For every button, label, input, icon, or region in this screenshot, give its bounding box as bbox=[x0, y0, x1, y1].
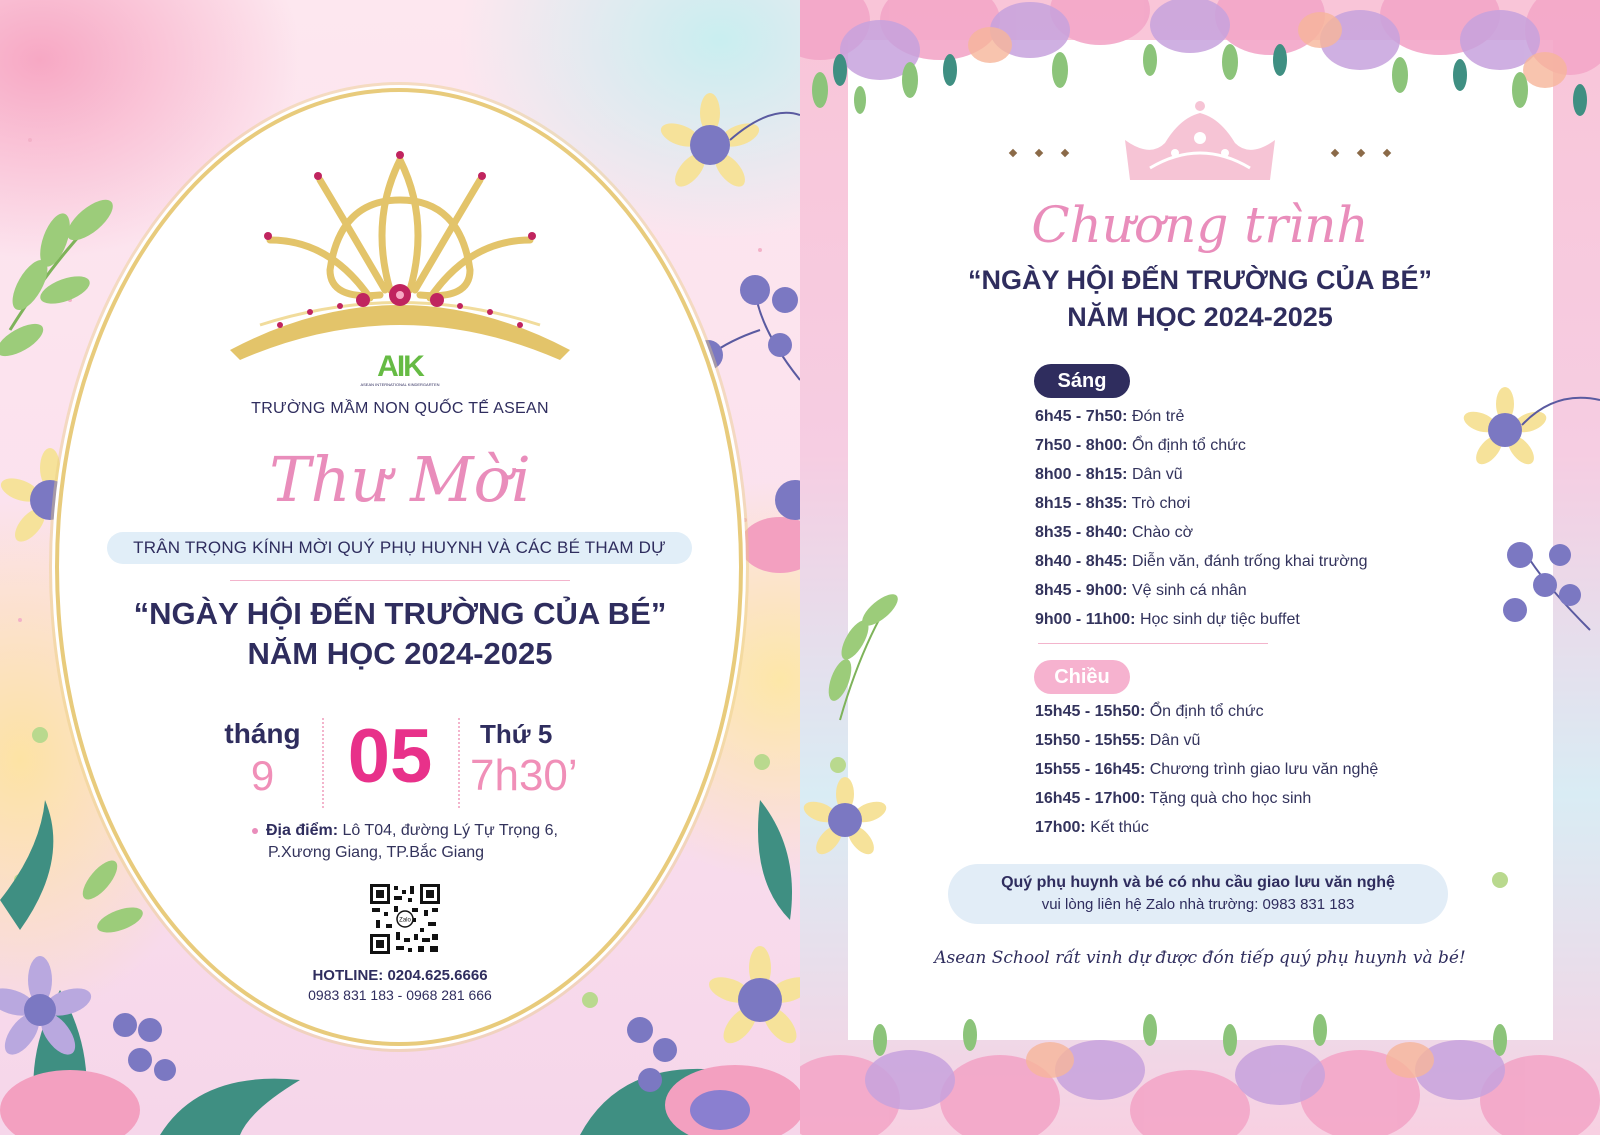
schedule-time: 8h35 - 8h40: bbox=[1035, 524, 1128, 541]
divider bbox=[1038, 643, 1268, 644]
weekday: Thứ 5 bbox=[480, 719, 553, 749]
schedule-row bbox=[1035, 790, 1311, 808]
schedule-activity: Đón trẻ bbox=[1131, 408, 1185, 425]
schedule-time: 16h45 - 17h00: bbox=[1035, 790, 1146, 807]
crown-icon bbox=[1000, 98, 1400, 188]
invitation-title: Thư Mời bbox=[269, 443, 531, 516]
schedule-activity: Kết thúc bbox=[1090, 819, 1149, 836]
month-block bbox=[215, 718, 310, 802]
schedule-row bbox=[1035, 732, 1200, 750]
schedule-time: 8h45 - 9h00: bbox=[1035, 582, 1128, 599]
school-logo bbox=[340, 352, 460, 388]
day-value: 05 bbox=[347, 714, 433, 799]
schedule-time: 15h50 - 15h55: bbox=[1035, 732, 1146, 749]
program-event-title: “NGÀY HỘI ĐẾN TRƯỜNG CỦA BÉ” bbox=[968, 265, 1432, 295]
location-line1: Lô T04, đường Lý Tự Trọng 6, bbox=[342, 822, 558, 839]
schedule-time: 15h45 - 15h50: bbox=[1035, 703, 1146, 720]
phone-numbers[interactable]: 0983 831 183 - 0968 281 666 bbox=[308, 987, 492, 1003]
location-bullet bbox=[252, 828, 258, 834]
school-year: NĂM HỌC 2024-2025 bbox=[247, 636, 553, 671]
contact-line2: vui lòng liên hệ Zalo nhà trường: 0983 831 183 bbox=[1041, 896, 1355, 913]
schedule-time: 8h15 - 8h35: bbox=[1035, 495, 1128, 512]
logo-subtext: ASEAN INTERNATIONAL KINDERGARTEN bbox=[360, 382, 440, 387]
schedule-time: 15h55 - 16h45: bbox=[1035, 761, 1146, 778]
schedule-activity: Chào cờ bbox=[1131, 524, 1194, 541]
schedule-row bbox=[1035, 761, 1378, 779]
hotline[interactable]: HOTLINE: 0204.625.6666 bbox=[312, 967, 488, 984]
location-line2: P.Xương Giang, TP.Bắc Giang bbox=[268, 844, 485, 861]
schedule-row bbox=[1035, 408, 1184, 426]
schedule-activity: Chương trình giao lưu văn nghệ bbox=[1149, 761, 1379, 778]
schedule-activity: Ổn định tổ chức bbox=[1131, 437, 1246, 454]
schedule-time: 7h50 - 8h00: bbox=[1035, 437, 1128, 454]
program-title: Chương trình bbox=[1031, 196, 1369, 254]
schedule-row bbox=[1035, 582, 1247, 600]
schedule-activity: Tặng quà cho học sinh bbox=[1149, 790, 1312, 807]
location-label: Địa điểm: bbox=[266, 822, 339, 839]
schedule-activity: Dân vũ bbox=[1131, 466, 1183, 483]
month-label: tháng bbox=[224, 718, 301, 749]
schedule-row bbox=[1035, 524, 1193, 542]
invite-line: TRÂN TRỌNG KÍNH MỜI QUÝ PHỤ HUYNH VÀ CÁC BÉ THAM DỰ bbox=[133, 538, 666, 557]
schedule-time: 17h00: bbox=[1035, 819, 1086, 836]
program-school-year: NĂM HỌC 2024-2025 bbox=[1067, 302, 1333, 332]
schedule-activity: Diễn văn, đánh trống khai trường bbox=[1131, 553, 1368, 570]
schedule-time: 6h45 - 7h50: bbox=[1035, 408, 1128, 425]
divider bbox=[230, 580, 570, 581]
school-name: TRƯỜNG MẦM NON QUỐC TẾ ASEAN bbox=[251, 400, 549, 417]
schedule-activity: Ổn định tổ chức bbox=[1149, 703, 1264, 720]
schedule-activity: Học sinh dự tiệc buffet bbox=[1139, 611, 1300, 628]
weekday-block bbox=[470, 718, 620, 802]
schedule-row bbox=[1035, 611, 1300, 629]
date-separator bbox=[458, 718, 460, 808]
invite-line-banner bbox=[107, 532, 692, 564]
schedule-row bbox=[1035, 553, 1368, 571]
schedule-row bbox=[1035, 819, 1149, 837]
schedule-time: 8h00 - 8h15: bbox=[1035, 466, 1128, 483]
qr-code[interactable] bbox=[368, 882, 442, 956]
date-separator bbox=[322, 718, 324, 808]
schedule-time: 9h00 - 11h00: bbox=[1035, 611, 1136, 628]
closing-line: Asean School rất vinh dự được đón tiếp quý phụ huynh và bé! bbox=[934, 948, 1466, 968]
schedule-activity: Vệ sinh cá nhân bbox=[1131, 582, 1247, 599]
logo-letters: AIK bbox=[377, 350, 423, 383]
location bbox=[252, 820, 612, 864]
afternoon-label: Chiều bbox=[1034, 660, 1130, 694]
schedule-activity: Dân vũ bbox=[1149, 732, 1201, 749]
schedule-row bbox=[1035, 703, 1264, 721]
schedule-activity: Trò chơi bbox=[1131, 495, 1191, 512]
event-time: 7h30’ bbox=[470, 751, 578, 800]
schedule-row bbox=[1035, 495, 1190, 513]
contact-line1: Quý phụ huynh và bé có nhu cầu giao lưu văn nghệ bbox=[1001, 874, 1395, 891]
schedule-row bbox=[1035, 437, 1246, 455]
qr-zalo-badge: Zalo bbox=[399, 917, 411, 924]
event-title: “NGÀY HỘI ĐẾN TRƯỜNG CỦA BÉ” bbox=[133, 596, 667, 631]
crown-icon bbox=[220, 140, 580, 370]
program-page bbox=[800, 0, 1600, 1135]
contact-banner bbox=[948, 864, 1448, 924]
morning-label: Sáng bbox=[1034, 364, 1130, 398]
schedule-time: 8h40 - 8h45: bbox=[1035, 553, 1128, 570]
month-value: 9 bbox=[250, 752, 275, 799]
schedule-row bbox=[1035, 466, 1183, 484]
